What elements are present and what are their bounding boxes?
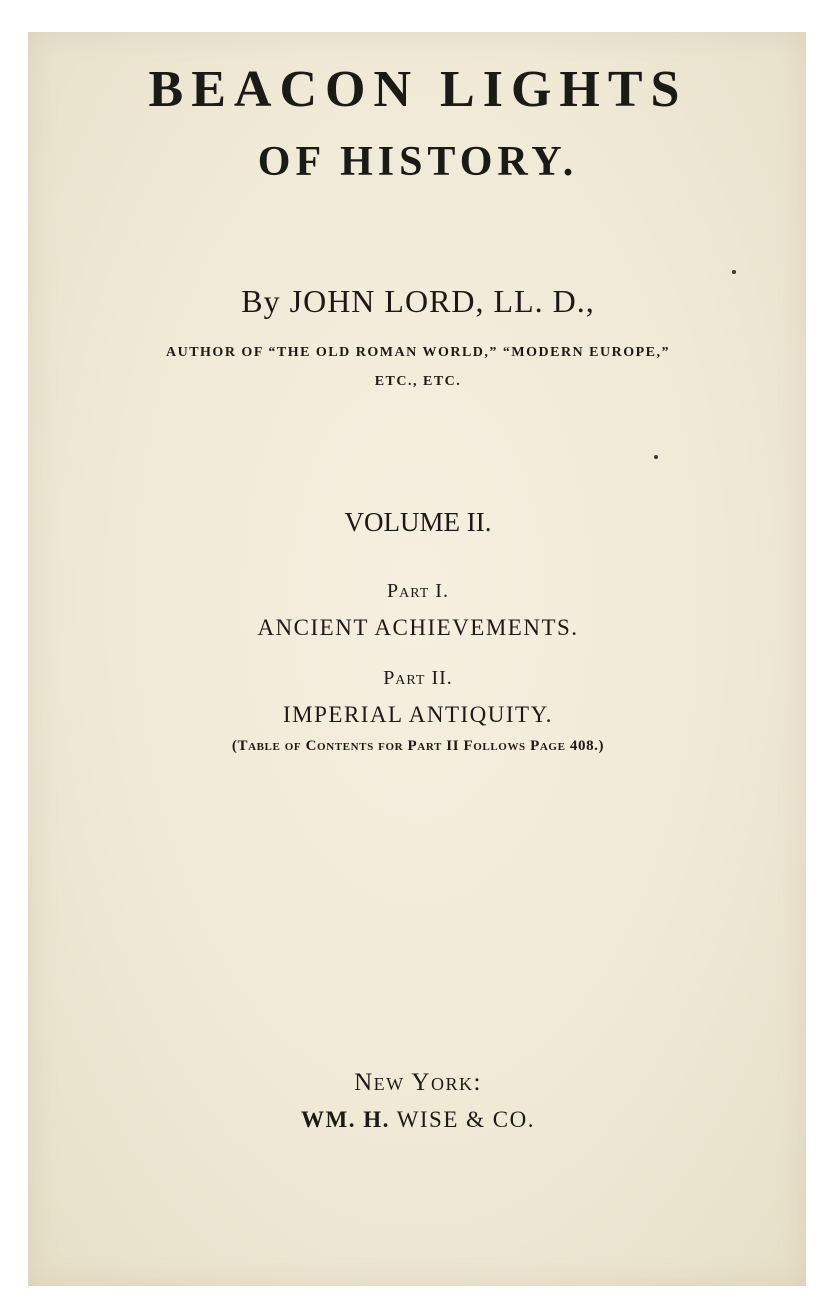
table-of-contents-note: (Table of Contents for Part II Follows Page 408.) (231, 738, 605, 754)
publisher-name-rest: WISE & CO. (389, 1107, 535, 1132)
part-1-title: ANCIENT ACHIEVEMENTS. (257, 615, 579, 640)
author-works-line-2: ETC., ETC. (374, 374, 462, 389)
imprint-publisher (0, 1105, 836, 1135)
part-1-label: Part I. (387, 580, 449, 602)
book-title-line-1: BEACON LIGHTS (148, 61, 688, 118)
part-2-title: IMPERIAL ANTIQUITY. (283, 702, 553, 727)
paper-speck (732, 270, 736, 274)
author-works-line: AUTHOR OF “THE OLD ROMAN WORLD,” “MODERN EUROPE,” (165, 345, 670, 360)
paper-speck (654, 455, 658, 459)
part-2-label: Part II. (383, 667, 453, 689)
author-byline: By JOHN LORD, LL. D., (241, 283, 595, 319)
volume-heading: VOLUME II. (344, 507, 492, 537)
book-title-line-2: OF HISTORY. (257, 139, 579, 185)
imprint-place: New York: (354, 1069, 482, 1096)
publisher-name-initials: WM. H. (301, 1107, 390, 1132)
